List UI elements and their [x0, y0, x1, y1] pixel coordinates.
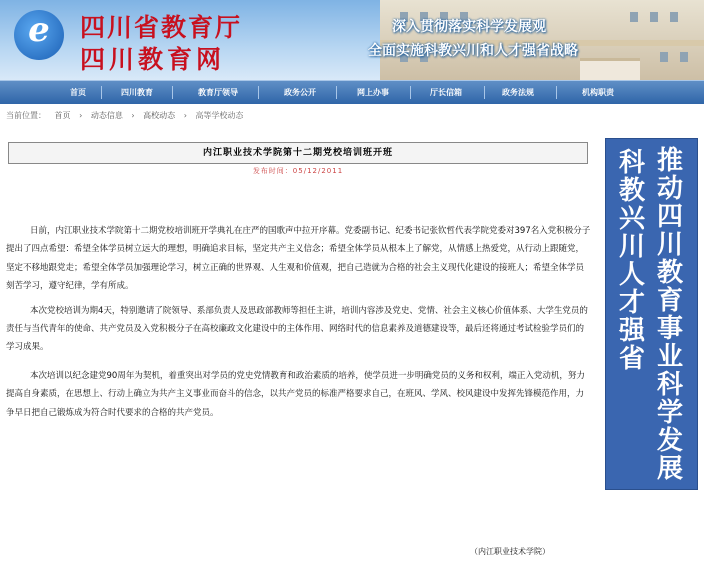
- breadcrumb-item-college-news[interactable]: 高校动态: [143, 111, 176, 120]
- breadcrumb-item-news[interactable]: 动态信息: [90, 111, 123, 120]
- article-date: 发布时间：05/12/2011: [252, 167, 344, 175]
- nav-item-leaders[interactable]: 教育厅领导: [198, 88, 238, 97]
- site-title-line2: 四川教育网: [80, 45, 226, 74]
- breadcrumb-item-current: 高等学校动态: [195, 111, 244, 120]
- site-title-line1: 四川省教育厅: [80, 13, 243, 42]
- nav-item-responsibilities[interactable]: 机构职责: [582, 88, 614, 97]
- article-body: [6, 222, 592, 422]
- nav-item-online-service[interactable]: 网上办事: [357, 88, 389, 97]
- sidebar-slogan-banner[interactable]: [605, 138, 698, 490]
- sidebar-slogan-column2: 科教兴川 人才强省: [618, 148, 645, 374]
- breadcrumb-separator-icon: ›: [79, 111, 83, 120]
- nav-item-open-affairs[interactable]: 政务公开: [284, 88, 316, 97]
- breadcrumb-prefix: 当前位置：: [6, 111, 46, 120]
- sidebar-slogan-column1: 推动四川教育事业科学发展: [656, 146, 683, 484]
- breadcrumb: [6, 110, 249, 121]
- nav-item-sichuan-education[interactable]: 四川教育: [121, 88, 153, 97]
- breadcrumb-separator-icon: ›: [131, 111, 135, 120]
- site-logo-icon[interactable]: e: [14, 10, 64, 60]
- article-paragraph: 日前，内江职业技术学院第十二期党校培训班开学典礼在庄严的国歌声中拉开序幕。党委副书记、纪委书记张钦哲代表学院党委对397名入党积极分子提出了四点希望：希望全体学员树立远大的理想，明确追求目标，坚定共产主义信念；希望全体学员从根本上了解党，从情感上热爱党，从行动上跟随党，坚定不移地跟党走；希望全体学员加强理论学习，树立正确的世界观、人生观和价值观，把自己造就为合格的社会主义现代化建设的接班人；希望全体学员刻苦学习，遵守纪律，学有所成。: [6, 226, 591, 292]
- slogan-line1: 深入贯彻落实科学发展观: [392, 19, 546, 35]
- nav-item-director-mailbox[interactable]: 厅长信箱: [430, 88, 462, 97]
- nav-item-home[interactable]: 首页: [70, 88, 86, 97]
- breadcrumb-separator-icon: ›: [183, 111, 187, 120]
- slogan-line2: 全面实施科教兴川和人才强省战略: [368, 43, 578, 59]
- article-source: （内江职业技术学院）: [470, 547, 550, 556]
- breadcrumb-item-home[interactable]: 首页: [54, 111, 71, 120]
- main-nav: [0, 80, 704, 104]
- article-title: 内江职业技术学院第十二期党校培训班开班: [8, 142, 588, 164]
- nav-item-regulations[interactable]: 政务法规: [502, 88, 534, 97]
- article-paragraph: 本次党校培训为期4天，特别邀请了院领导、系部负责人及思政部教师等担任主讲，培训内容涉及党史、党情、社会主义核心价值体系、大学生党员的责任与当代青年的使命、共产党员及入党积极分子在高校廉政文化建设中的主体作用、网络时代的信息素养及道德建设等，最后还将通过考试检验学员们的学习成果。: [6, 305, 588, 353]
- article-paragraph: 本次培训以纪念建党90周年为契机，着重突出对学员的党史党情教育和政治素质的培养，使学员进一步明确党员的义务和权利，端正入党动机，努力提高自身素质，在思想上、行动上确立为共产主义事业而奋斗的信念，以共产党员的标准严格要求自己，在班风、学风、校风建设中发挥先锋模范作用，力争早日把自己锻炼成为符合时代要求的合格的共产党员。: [6, 370, 585, 418]
- header-banner: [0, 0, 704, 80]
